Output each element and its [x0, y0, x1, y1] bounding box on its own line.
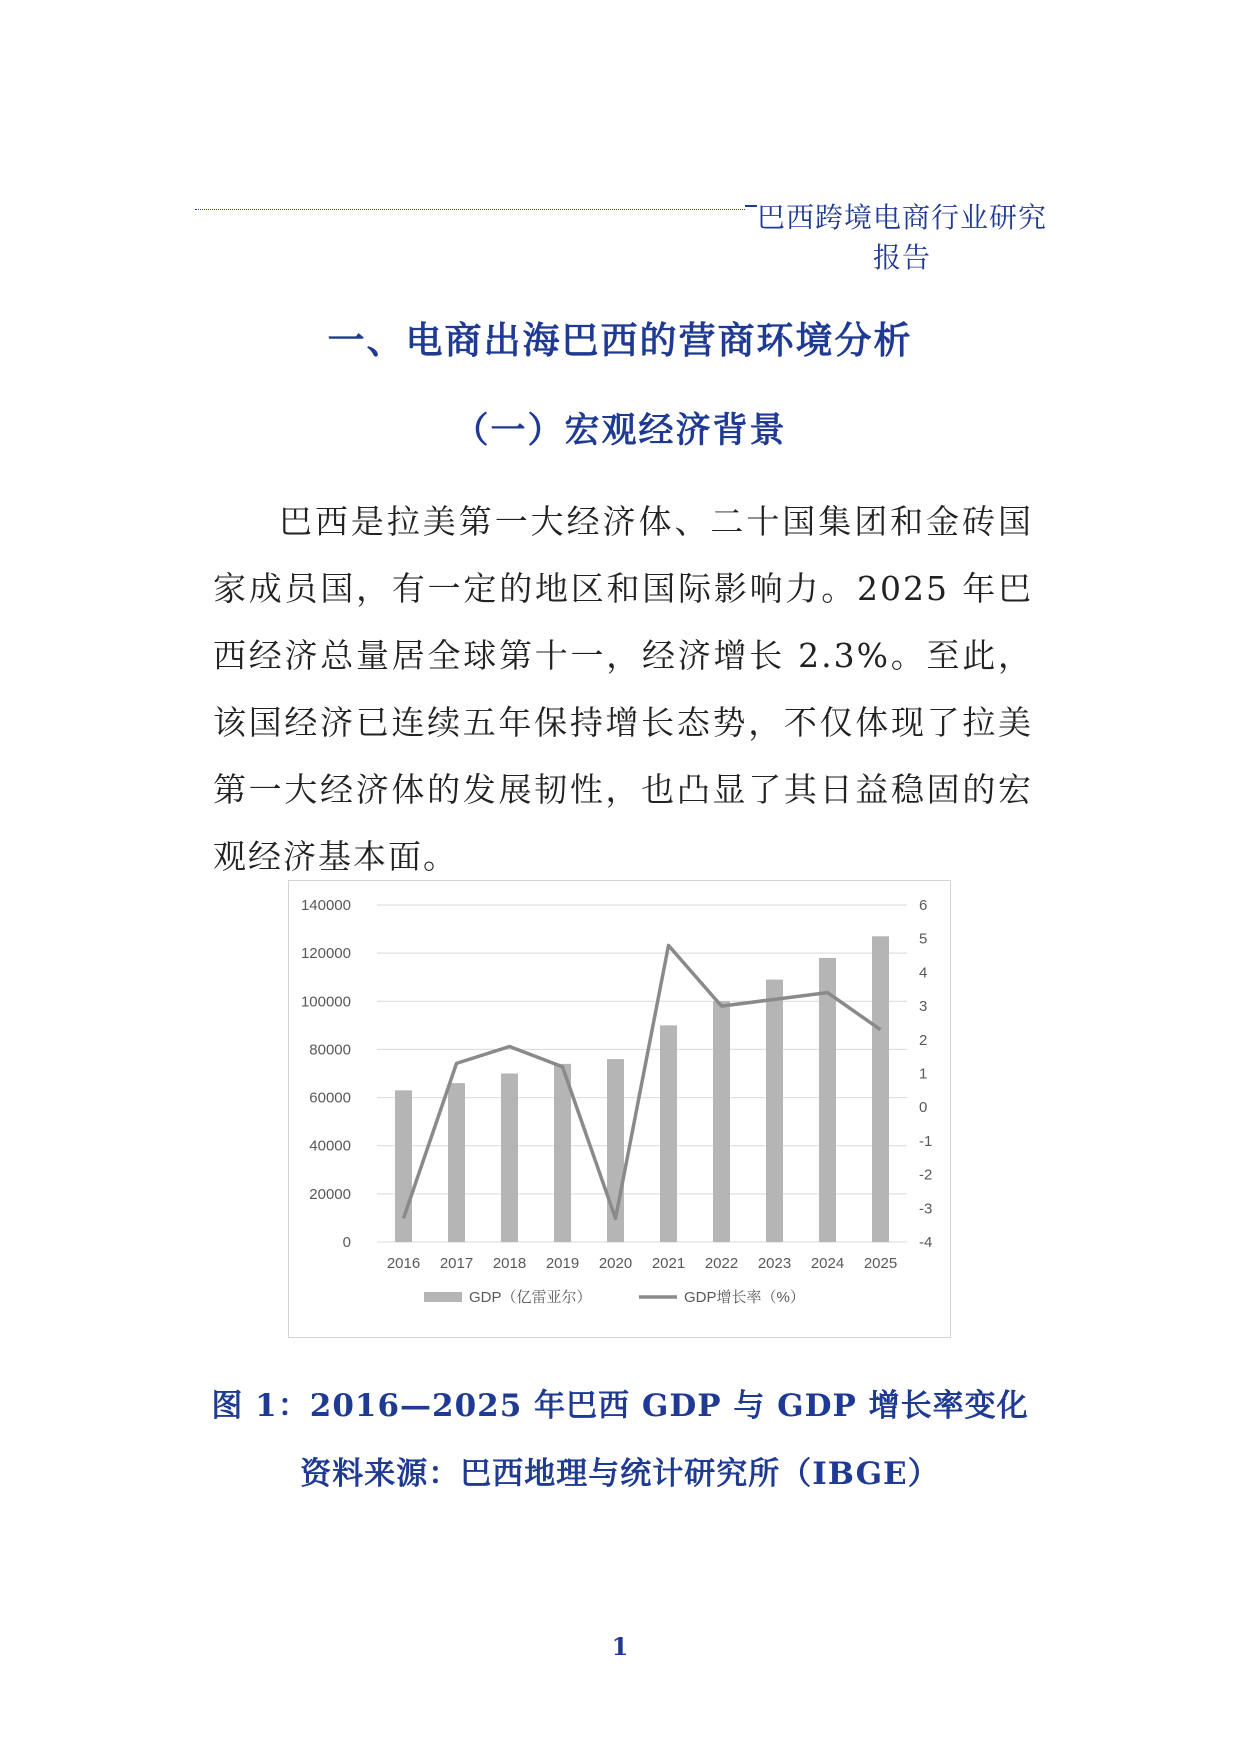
legend-swatch-gdp — [424, 1292, 462, 1302]
y-left-tick-label: 60000 — [309, 1089, 351, 1107]
y-left-tick-label: 0 — [342, 1234, 351, 1251]
gdp-chart — [288, 880, 951, 1338]
y-right-tick-label: 1 — [919, 1065, 928, 1083]
y-right-tick-label: -2 — [919, 1166, 933, 1184]
y-right-tick-label: 0 — [919, 1099, 928, 1117]
legend-label-gdp: GDP（亿雷亚尔） — [469, 1289, 592, 1306]
gdp-bar — [713, 1001, 730, 1242]
x-tick-label: 2018 — [492, 1255, 527, 1272]
y-right-tick-label: 5 — [919, 930, 928, 948]
y-left-tick-label: 80000 — [309, 1041, 351, 1059]
gdp-bar — [660, 1025, 677, 1242]
body-paragraph: 巴西是拉美第一大经济体、二十国集团和金砖国家成员国，有一定的地区和国际影响力。2025 年巴西经济总量居全球第十一，经济增长 2.3%。至此，该国经济已连续五年保持增长态势，不仅体现了拉美第一大经济体的发展韧性，也凸显了其日益稳固的宏观经济基本面。 — [213, 502, 1033, 876]
gdp-bar — [766, 980, 783, 1242]
source-caption: 资料来源：巴西地理与统计研究所（IBGE） — [300, 1456, 940, 1492]
x-tick-label: 2023 — [757, 1255, 792, 1272]
y-right-tick-label: 6 — [919, 897, 928, 914]
section-heading: 一、电商出海巴西的营商环境分析 — [327, 319, 913, 362]
y-left-tick-label: 120000 — [300, 945, 351, 963]
x-tick-label: 2021 — [651, 1255, 686, 1272]
legend-label-growth: GDP增长率（%） — [684, 1289, 805, 1306]
y-right-tick-label: 2 — [919, 1031, 928, 1049]
gdp-bar — [554, 1064, 571, 1242]
subsection-heading: （一）宏观经济背景 — [453, 410, 787, 451]
x-tick-label: 2024 — [810, 1255, 845, 1272]
gdp-bar — [872, 936, 889, 1242]
header-dotted-rule — [195, 209, 745, 210]
y-left-tick-label: 40000 — [309, 1137, 351, 1155]
y-left-tick-label: 100000 — [300, 993, 351, 1011]
y-right-tick-label: -3 — [919, 1200, 933, 1218]
y-left-tick-label: 20000 — [309, 1185, 351, 1203]
gdp-bar — [395, 1090, 412, 1242]
x-tick-label: 2020 — [598, 1255, 633, 1272]
x-tick-label: 2019 — [545, 1255, 580, 1272]
y-right-tick-label: 3 — [919, 998, 928, 1016]
gdp-bar — [819, 958, 836, 1242]
x-tick-label: 2017 — [439, 1255, 474, 1272]
x-tick-label: 2016 — [386, 1255, 421, 1272]
x-tick-label: 2025 — [863, 1255, 898, 1272]
gdp-growth-line — [404, 945, 881, 1218]
gdp-bar — [501, 1074, 518, 1243]
figure-caption: 图 1：2016—2025 年巴西 GDP 与 GDP 增长率变化 — [211, 1388, 1029, 1424]
y-left-tick-label: 140000 — [300, 897, 351, 914]
y-right-tick-label: 4 — [919, 964, 928, 982]
y-right-tick-label: -4 — [919, 1234, 933, 1251]
gdp-chart-svg — [289, 881, 952, 1339]
x-tick-label: 2022 — [704, 1255, 739, 1272]
gdp-bar — [448, 1083, 465, 1242]
running-header-title: 巴西跨境电商行业研究报告 — [756, 201, 1047, 274]
page-number: 1 — [611, 1632, 629, 1661]
y-right-tick-label: -1 — [919, 1132, 933, 1150]
